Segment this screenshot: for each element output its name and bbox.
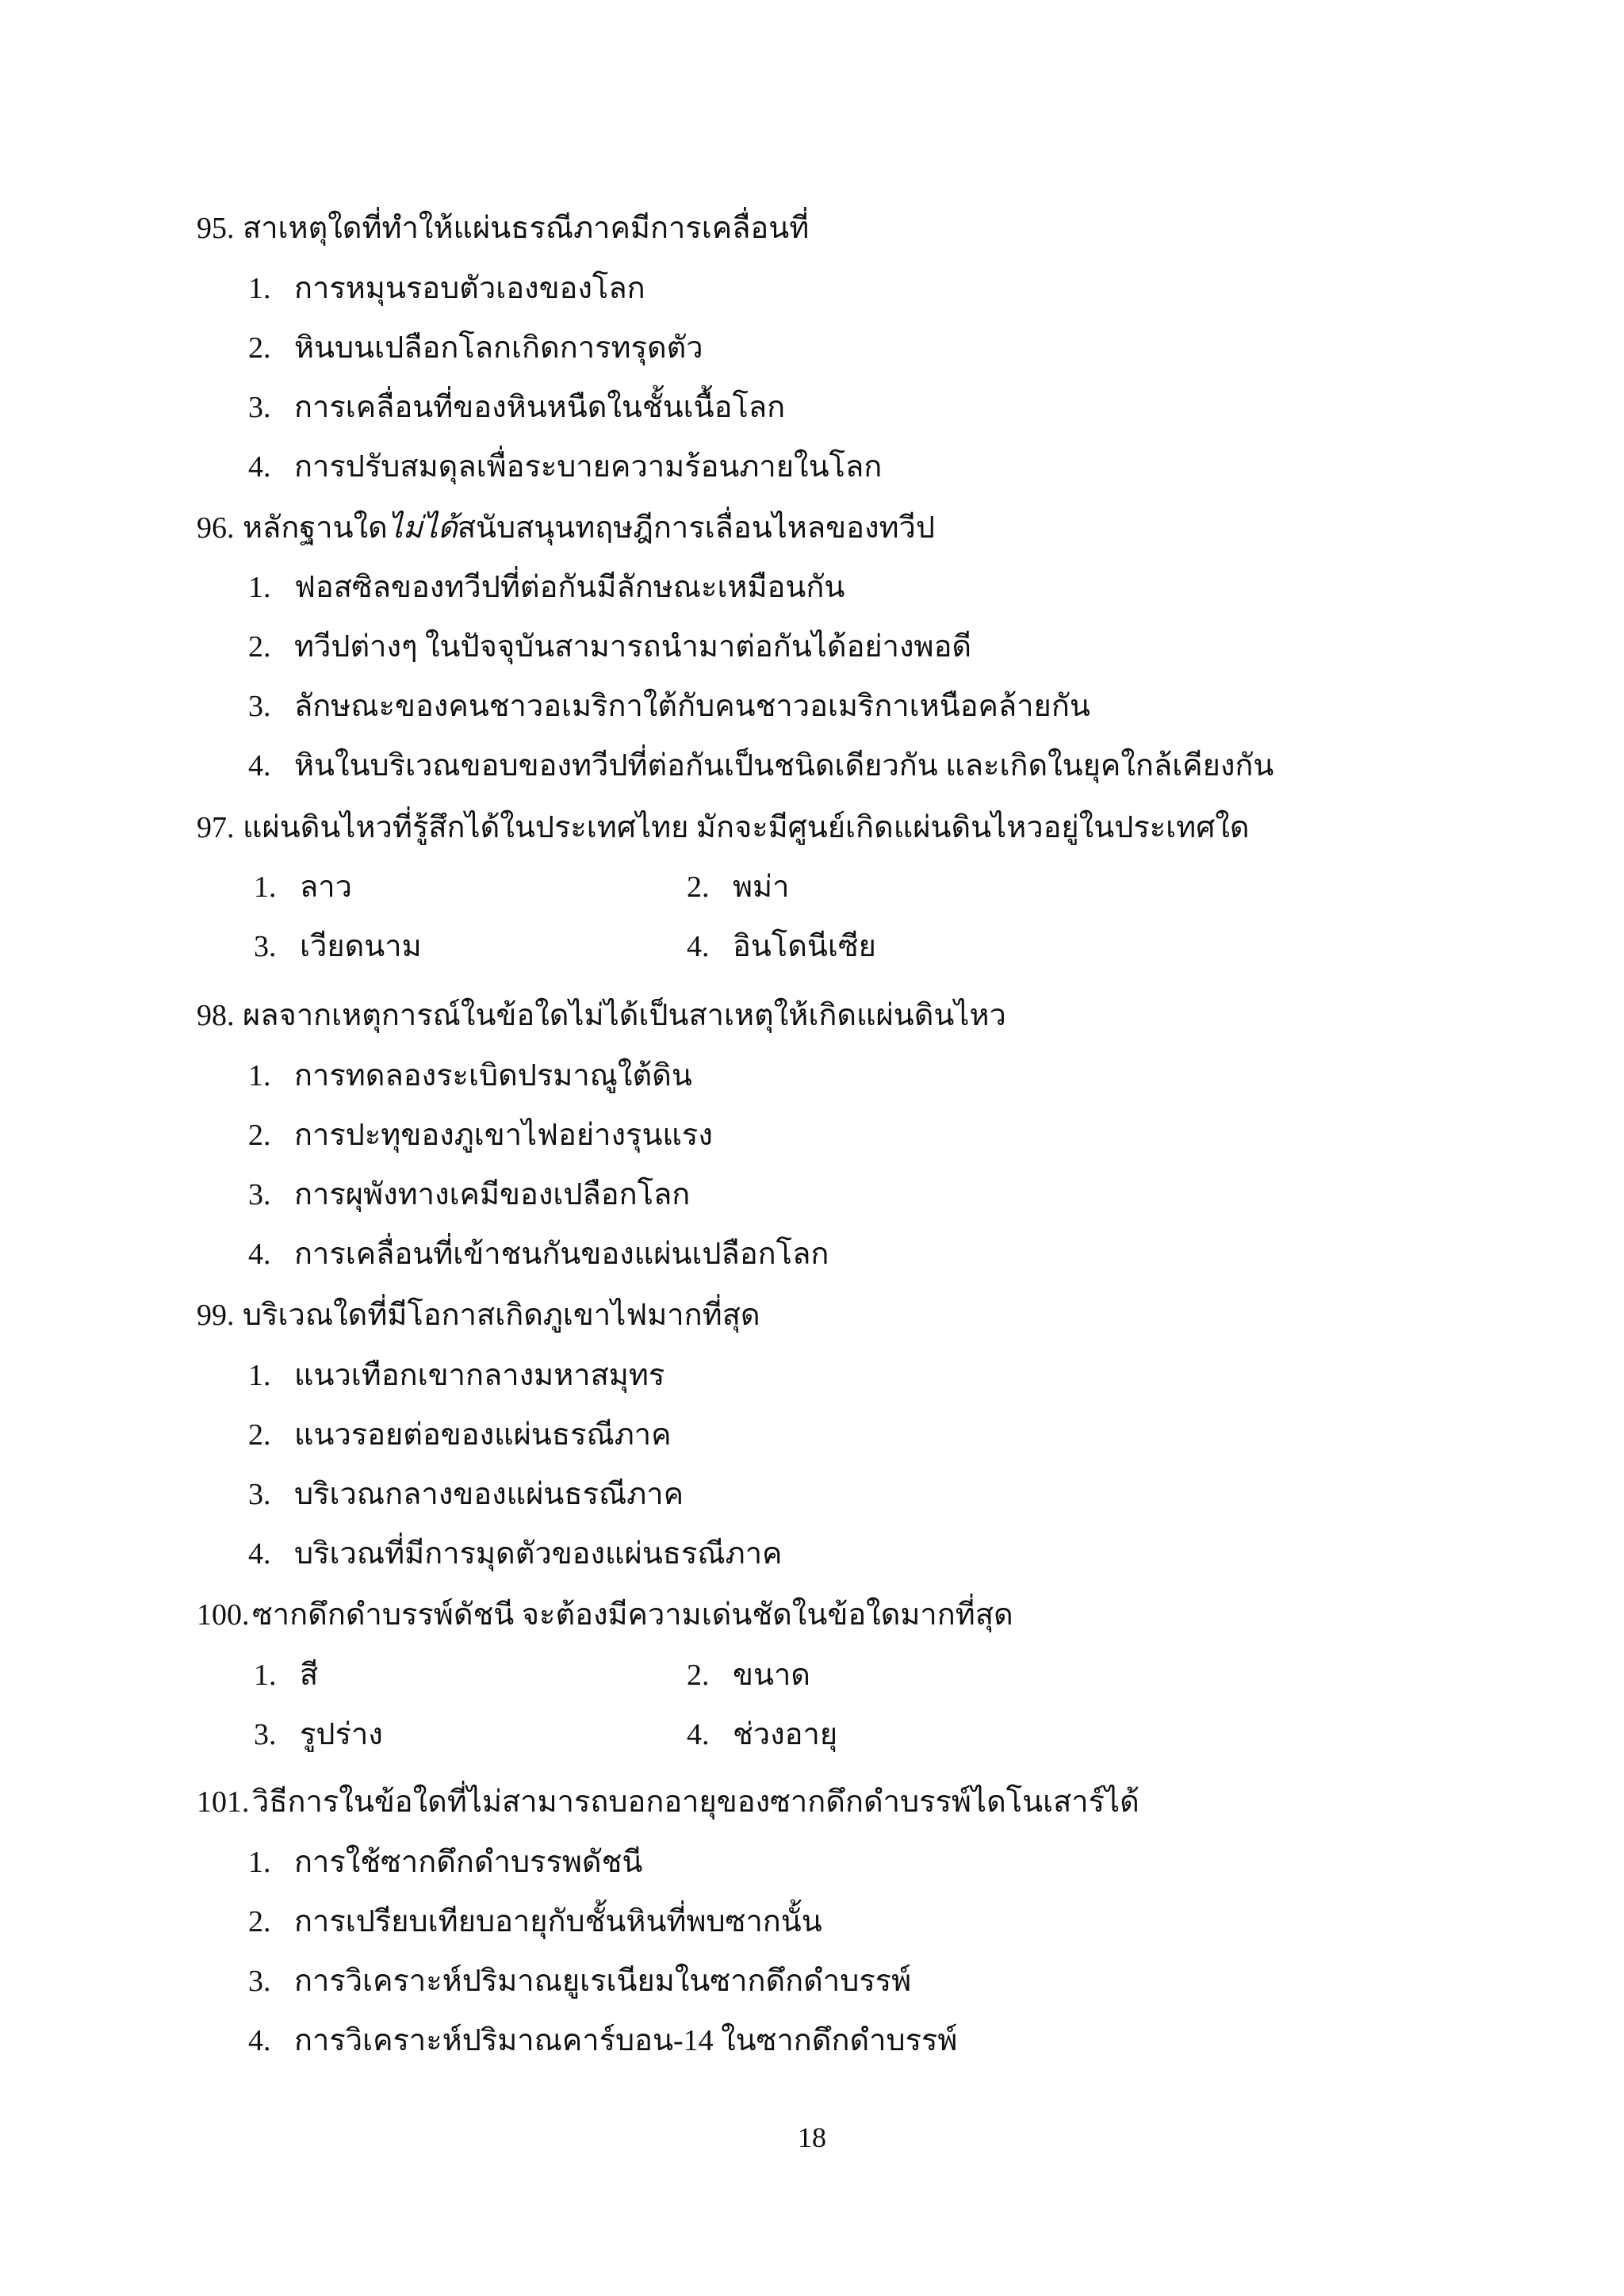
question-101 bbox=[197, 1781, 1139, 1823]
question-text: ซากดึกดำบรรพ์ดัชนี จะต้องมีความเด่นชัดในข้อใดมากที่สุด bbox=[252, 1598, 1013, 1632]
question-text: ผลจากเหตุการณ์ในข้อใดไม่ได้เป็นสาเหตุให้เกิดแผ่นดินไหว bbox=[243, 999, 1006, 1032]
option: 2. แนวรอยต่อของแผ่นธรณีภาค bbox=[248, 1418, 672, 1452]
question-text: สาเหตุใดที่ทำให้แผ่นธรณีภาคมีการเคลื่อนที่ bbox=[243, 212, 810, 245]
option: 1. แนวเทือกเขากลางมหาสมุทร bbox=[248, 1359, 665, 1392]
question-96 bbox=[197, 507, 935, 549]
option: 4. บริเวณที่มีการมุดตัวของแผ่นธรณีภาค bbox=[248, 1537, 783, 1571]
option: 2. หินบนเปลือกโลกเกิดการทรุดตัว bbox=[248, 331, 703, 365]
question-number: 95. bbox=[197, 212, 235, 245]
question-100 bbox=[197, 1594, 1013, 1636]
question-95 bbox=[197, 208, 809, 249]
question-number: 97. bbox=[197, 811, 235, 844]
question-number: 96. bbox=[197, 511, 235, 545]
option: 2. ทวีปต่างๆ ในปัจจุบันสามารถนำมาต่อกันได้อย่างพอดี bbox=[248, 630, 972, 664]
question-number: 100. bbox=[197, 1598, 250, 1632]
question-99 bbox=[197, 1295, 760, 1336]
option: 2. การปะทุของภูเขาไฟอย่างรุนแรง bbox=[248, 1119, 713, 1152]
option: 3. การเคลื่อนที่ของหินหนืดในชั้นเนื้อโลก bbox=[248, 391, 786, 424]
question-text-emphasis: ไม่ได้ bbox=[387, 511, 458, 545]
option: 4. ช่วงอายุ bbox=[687, 1718, 838, 1751]
option: 3. การผุพังทางเคมีของเปลือกโลก bbox=[248, 1178, 691, 1211]
option: 3. ลักษณะของคนชาวอเมริกาใต้กับคนชาวอเมริกาเหนือคล้ายกัน bbox=[248, 690, 1090, 723]
option: 3. การวิเคราะห์ปริมาณยูเรเนียมในซากดึกดำบรรพ์ bbox=[248, 1965, 912, 1998]
question-number: 101. bbox=[197, 1785, 250, 1819]
option: 2. พม่า bbox=[687, 871, 790, 904]
option: 4. อินโดนีเซีย bbox=[687, 930, 876, 963]
option: 4. การเคลื่อนที่เข้าชนกันของแผ่นเปลือกโลก bbox=[248, 1238, 829, 1271]
option: 1. ฟอสซิลของทวีปที่ต่อกันมีลักษณะเหมือนกัน bbox=[248, 571, 845, 604]
option: 3. บริเวณกลางของแผ่นธรณีภาค bbox=[248, 1478, 684, 1511]
question-number: 98. bbox=[197, 999, 235, 1032]
option: 3. รูปร่าง bbox=[254, 1718, 383, 1751]
option: 4. หินในบริเวณขอบของทวีปที่ต่อกันเป็นชนิดเดียวกัน และเกิดในยุคใกล้เคียงกัน bbox=[248, 749, 1274, 783]
page-number: 18 bbox=[798, 2122, 826, 2153]
option: 1. การหมุนรอบตัวเองของโลก bbox=[248, 272, 645, 305]
option: 1. ลาว bbox=[254, 871, 352, 904]
question-text-after: สนับสนุนทฤษฎีการเลื่อนไหลของทวีป bbox=[457, 511, 936, 545]
option: 4. การวิเคราะห์ปริมาณคาร์บอน-14 ในซากดึกดำบรรพ์ bbox=[248, 2024, 958, 2057]
option: 2. ขนาด bbox=[687, 1659, 810, 1692]
option: 1. การทดลองระเบิดปรมาณูใต้ดิน bbox=[248, 1059, 692, 1093]
question-text: บริเวณใดที่มีโอกาสเกิดภูเขาไฟมากที่สุด bbox=[243, 1299, 760, 1332]
question-number: 99. bbox=[197, 1299, 235, 1332]
question-97 bbox=[197, 807, 1250, 848]
question-text: วิธีการในข้อใดที่ไม่สามารถบอกอายุของซากดึกดำบรรพ์ไดโนเสาร์ได้ bbox=[252, 1785, 1139, 1819]
question-98 bbox=[197, 995, 1006, 1036]
option: 1. สี bbox=[254, 1659, 319, 1692]
option: 3. เวียดนาม bbox=[254, 930, 422, 963]
question-text-before: หลักฐานใด bbox=[243, 511, 388, 545]
option: 2. การเปรียบเทียบอายุกับชั้นหินที่พบซากนั้น bbox=[248, 1905, 822, 1938]
question-text: แผ่นดินไหวที่รู้สึกได้ในประเทศไทย มักจะมีศูนย์เกิดแผ่นดินไหวอยู่ในประเทศใด bbox=[243, 811, 1250, 844]
option: 4. การปรับสมดุลเพื่อระบายความร้อนภายในโลก bbox=[248, 450, 883, 484]
option: 1. การใช้ซากดึกดำบรรพดัชนี bbox=[248, 1846, 643, 1879]
